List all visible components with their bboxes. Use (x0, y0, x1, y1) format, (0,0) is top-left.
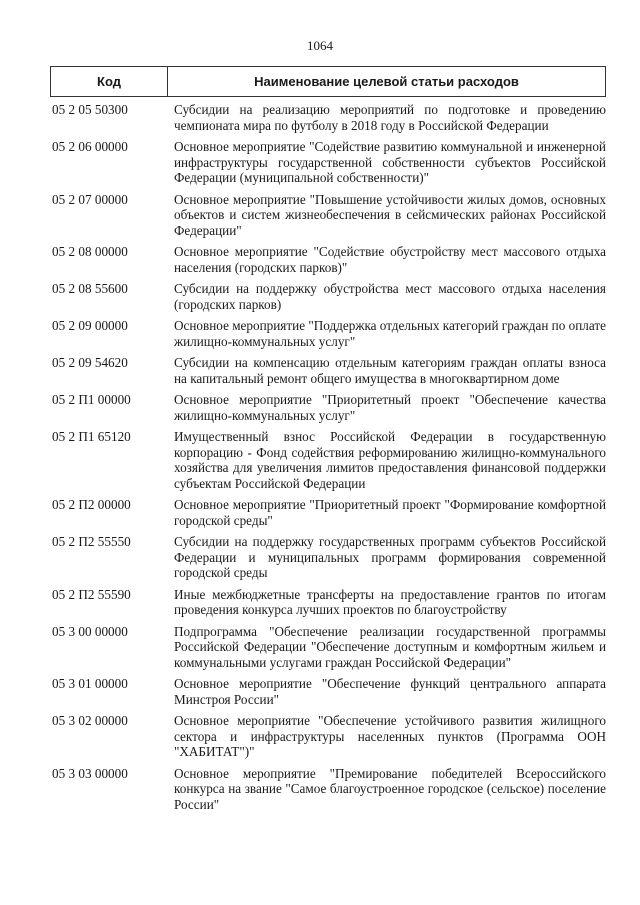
table-row (50, 392, 606, 423)
table-row (50, 281, 606, 312)
row-code: 05 2 07 00000 (52, 191, 128, 207)
row-name: Иные межбюджетные трансферты на предоставление грантов по итогам проведения конкурса лучших проектов по благоустройству (174, 586, 606, 617)
table-body (50, 102, 606, 812)
row-code: 05 2 09 00000 (52, 318, 128, 333)
row-code: 05 3 00 00000 (52, 623, 128, 639)
row-code: 05 2 П1 65120 (52, 429, 131, 444)
table-row (50, 766, 606, 813)
table-row (50, 192, 606, 239)
row-code: 05 2 П1 00000 (52, 392, 131, 407)
table-row (50, 534, 606, 581)
row-name: Основное мероприятие "Поддержка отдельных категорий граждан по оплате жилищно-коммунальных услуг" (174, 318, 606, 349)
row-code: 05 2 06 00000 (52, 139, 128, 154)
row-code: 05 3 01 00000 (52, 676, 128, 691)
row-name: Субсидии на реализацию мероприятий по подготовке и проведению чемпионата мира по футболу в 2018 году в Российской Федерации (174, 102, 606, 133)
row-name: Субсидии на поддержку государственных программ субъектов Российской Федерации и муниципальных программ формирования современной городской среды (174, 534, 606, 580)
table-row (50, 244, 606, 275)
page-number: 1064 (307, 38, 333, 53)
header-name: Наименование целевой статьи расходов (254, 74, 519, 89)
row-name: Имущественный взнос Российской Федерации в государственную корпорацию - Фонд содействия реформированию жилищно-коммунального хозяйства для увеличения лимитов предоставления финансовой поддержки субъектам Российской Федерации (174, 429, 606, 491)
row-name: Субсидии на компенсацию отдельным категориям граждан оплаты взноса на капитальный ремонт общего имущества в многоквартирном доме (174, 355, 606, 386)
row-code: 05 3 03 00000 (52, 765, 128, 781)
row-code: 05 3 02 00000 (52, 713, 128, 728)
budget-table (50, 66, 606, 818)
row-name: Основное мероприятие "Приоритетный проект "Формирование комфортной городской среды" (174, 497, 606, 528)
table-header (50, 66, 606, 97)
row-name: Основное мероприятие "Обеспечение функций центрального аппарата Минстроя России" (174, 676, 606, 707)
row-name: Основное мероприятие "Премирование победителей Всероссийского конкурса на звание "Самое благоустроенное городское (сельское) поселение России" (174, 765, 606, 812)
row-code: 05 2 П2 55550 (52, 534, 131, 549)
header-code: Код (51, 67, 168, 96)
row-name: Основное мероприятие "Содействие обустройству мест массового отдыха населения (городских парков)" (174, 244, 606, 275)
row-name: Основное мероприятие "Обеспечение устойчивого развития жилищного сектора и инфраструктуры населенных пунктов (Программа ООН "ХАБИТАТ")" (174, 713, 606, 759)
row-code: 05 2 08 00000 (52, 244, 128, 259)
row-code: 05 2 09 54620 (52, 355, 128, 370)
row-name: Подпрограмма "Обеспечение реализации государственной программы Российской Федерации "Обеспечение доступным и комфортным жильем и коммунальными услугами граждан Российской Федерации" (174, 623, 606, 670)
row-name: Основное мероприятие "Приоритетный проект "Обеспечение качества жилищно-коммунальных услуг" (174, 392, 606, 423)
table-row (50, 139, 606, 186)
row-code: 05 2 05 50300 (52, 102, 128, 117)
table-row (50, 102, 606, 133)
table-row (50, 497, 606, 528)
table-row (50, 676, 606, 707)
row-name: Основное мероприятие "Содействие развитию коммунальной и инженерной инфраструктуры государственной собственности субъектов Российской Федерации (муниципальной собственности)" (174, 139, 606, 185)
table-row (50, 624, 606, 671)
table-row (50, 318, 606, 349)
row-code: 05 2 08 55600 (52, 281, 128, 296)
table-row (50, 355, 606, 386)
row-name: Субсидии на поддержку обустройства мест массового отдыха населения (городских парков) (174, 281, 606, 312)
table-row (50, 713, 606, 760)
row-name: Основное мероприятие "Повышение устойчивости жилых домов, основных объектов и систем жизнеобеспечения в сейсмических районах Российской Федерации" (174, 191, 606, 238)
row-code: 05 2 П2 55590 (52, 586, 131, 602)
table-row (50, 587, 606, 618)
table-row (50, 429, 606, 491)
row-code: 05 2 П2 00000 (52, 497, 131, 512)
